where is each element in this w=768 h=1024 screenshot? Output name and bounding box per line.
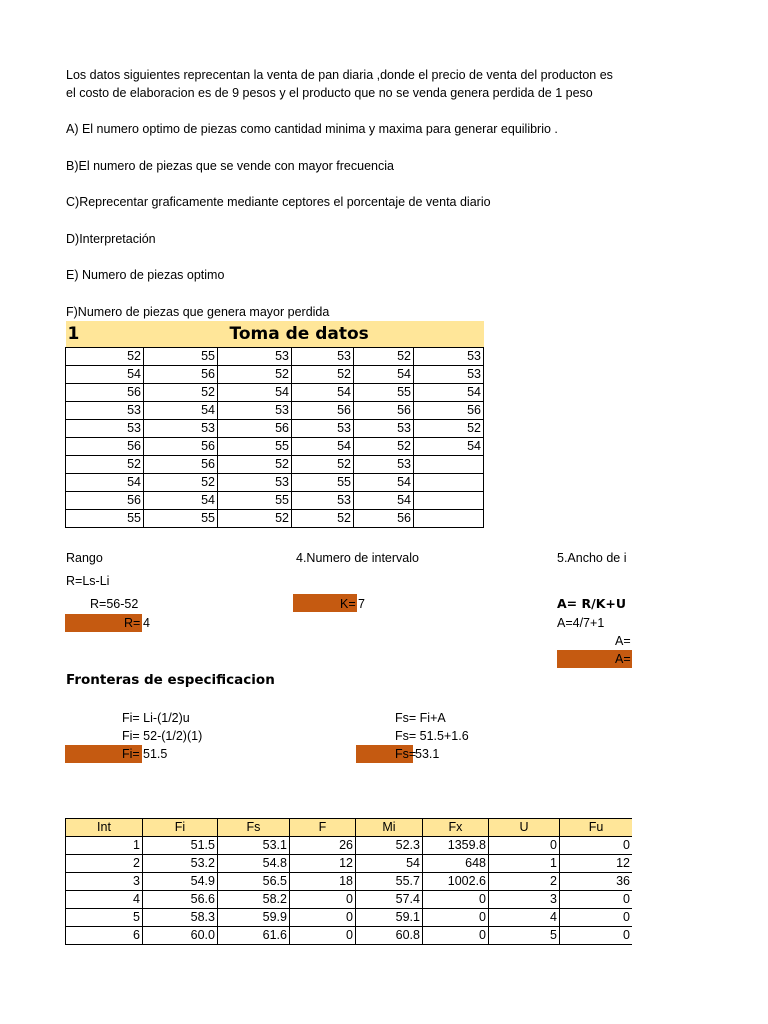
- table-row: [66, 855, 633, 873]
- column-header[interactable]: F: [290, 819, 356, 837]
- column-header[interactable]: U: [489, 819, 560, 837]
- frequency-table: [65, 818, 632, 945]
- fs-value: 53.1: [415, 747, 440, 761]
- table-cell[interactable]: 52: [218, 510, 292, 528]
- table-cell[interactable]: 56: [144, 366, 218, 384]
- raw-table-header: [66, 321, 484, 348]
- intervals-label: K=: [340, 597, 356, 611]
- table-cell[interactable]: 54: [414, 438, 484, 456]
- table-row: [66, 492, 484, 510]
- table-cell[interactable]: 52: [414, 420, 484, 438]
- table-cell[interactable]: 54: [66, 366, 144, 384]
- table-cell[interactable]: 53: [354, 456, 414, 474]
- question-f: F)Numero de piezas que genera mayor perdida: [66, 305, 330, 319]
- table-cell[interactable]: 0: [423, 909, 489, 927]
- table-cell[interactable]: 52: [66, 348, 144, 366]
- table-cell[interactable]: 52: [292, 510, 354, 528]
- width-calc: A=4/7+1: [557, 616, 605, 630]
- table-cell[interactable]: 1359.8: [423, 837, 489, 855]
- table-cell[interactable]: 0: [290, 891, 356, 909]
- column-header[interactable]: Fu: [560, 819, 633, 837]
- column-header[interactable]: Int: [66, 819, 143, 837]
- table-cell[interactable]: 52: [292, 456, 354, 474]
- width-heading: 5.Ancho de i: [557, 551, 627, 565]
- table-cell[interactable]: 54: [354, 474, 414, 492]
- range-calc: R=56-52: [90, 597, 139, 611]
- table-cell[interactable]: 54: [356, 855, 423, 873]
- table-cell[interactable]: 56.5: [218, 873, 290, 891]
- question-b: B)El numero de piezas que se vende con mayor frecuencia: [66, 159, 394, 173]
- intervals-value: 7: [358, 597, 365, 611]
- table-cell[interactable]: 0: [560, 909, 633, 927]
- table-cell[interactable]: 55: [354, 384, 414, 402]
- table-cell[interactable]: 5: [489, 927, 560, 945]
- width-line-4: A=: [615, 652, 631, 666]
- question-c: C)Reprecentar graficamente mediante ceptores el porcentaje de venta diario: [66, 195, 491, 209]
- table-cell[interactable]: 56: [144, 438, 218, 456]
- table-cell[interactable]: [414, 456, 484, 474]
- fs-calc: Fs= 51.5+1.6: [395, 729, 469, 743]
- raw-table-number: 1: [66, 321, 144, 348]
- table-cell[interactable]: 54.9: [143, 873, 218, 891]
- column-header[interactable]: Fx: [423, 819, 489, 837]
- frequency-table-header: [66, 819, 633, 837]
- column-header[interactable]: Mi: [356, 819, 423, 837]
- range-formula: R=Ls-Li: [66, 574, 110, 588]
- table-cell[interactable]: 53: [218, 474, 292, 492]
- intro-line-1: Los datos siguientes reprecentan la venta de pan diaria ,donde el precio de venta del producton es: [66, 68, 613, 82]
- table-row: [66, 510, 484, 528]
- table-cell[interactable]: 12: [560, 855, 633, 873]
- table-cell[interactable]: 56: [66, 384, 144, 402]
- table-cell[interactable]: 56: [354, 402, 414, 420]
- table-cell[interactable]: 52: [144, 474, 218, 492]
- table-cell[interactable]: 53: [218, 402, 292, 420]
- fi-calc: Fi= 52-(1/2)(1): [122, 729, 203, 743]
- table-cell[interactable]: 55: [144, 510, 218, 528]
- table-cell[interactable]: 0: [489, 837, 560, 855]
- table-row: [66, 837, 633, 855]
- table-cell[interactable]: 53: [66, 402, 144, 420]
- table-cell[interactable]: 56: [292, 402, 354, 420]
- table-row: [66, 420, 484, 438]
- fi-label: Fi=: [122, 747, 140, 761]
- table-cell[interactable]: 0: [560, 837, 633, 855]
- table-row: [66, 366, 484, 384]
- table-cell[interactable]: 53: [66, 420, 144, 438]
- table-cell[interactable]: 54: [292, 438, 354, 456]
- table-cell[interactable]: 648: [423, 855, 489, 873]
- raw-table-body: [66, 348, 484, 528]
- table-cell[interactable]: 4: [489, 909, 560, 927]
- table-cell[interactable]: 54: [144, 402, 218, 420]
- fs-formula: Fs= Fi+A: [395, 711, 446, 725]
- range-result-label: R=: [124, 616, 141, 630]
- table-cell[interactable]: 4: [66, 891, 143, 909]
- table-cell[interactable]: 0: [290, 909, 356, 927]
- question-d: D)Interpretación: [66, 232, 156, 246]
- table-cell[interactable]: 54: [414, 384, 484, 402]
- table-cell[interactable]: 1: [66, 837, 143, 855]
- table-cell[interactable]: 54: [292, 384, 354, 402]
- question-e: E) Numero de piezas optimo: [66, 268, 225, 282]
- table-row: [66, 456, 484, 474]
- table-cell[interactable]: 56: [66, 492, 144, 510]
- table-cell[interactable]: 53.2: [143, 855, 218, 873]
- table-cell[interactable]: 53.1: [218, 837, 290, 855]
- table-cell[interactable]: 26: [290, 837, 356, 855]
- table-cell[interactable]: 52: [218, 456, 292, 474]
- table-cell[interactable]: [414, 510, 484, 528]
- frequency-table-body: [66, 837, 633, 945]
- table-cell[interactable]: 18: [290, 873, 356, 891]
- intervals-heading: 4.Numero de intervalo: [296, 551, 419, 565]
- fs-label: Fs=: [395, 747, 417, 761]
- table-cell[interactable]: 54: [354, 492, 414, 510]
- table-cell[interactable]: 53: [292, 492, 354, 510]
- table-cell[interactable]: 54: [218, 384, 292, 402]
- table-cell[interactable]: 5: [66, 909, 143, 927]
- table-cell[interactable]: 57.4: [356, 891, 423, 909]
- table-cell[interactable]: 54.8: [218, 855, 290, 873]
- table-cell[interactable]: 53: [218, 348, 292, 366]
- question-a: A) El numero optimo de piezas como cantidad minima y maxima para generar equilibrio .: [66, 122, 558, 136]
- table-cell[interactable]: 52: [292, 366, 354, 384]
- column-header[interactable]: Fs: [218, 819, 290, 837]
- table-cell[interactable]: 61.6: [218, 927, 290, 945]
- table-row: [66, 909, 633, 927]
- table-cell[interactable]: 55: [218, 492, 292, 510]
- frontiers-heading: Fronteras de especificacion: [66, 672, 275, 688]
- table-cell[interactable]: 55: [66, 510, 144, 528]
- table-cell[interactable]: 0: [423, 891, 489, 909]
- table-cell[interactable]: 51.5: [143, 837, 218, 855]
- table-cell[interactable]: 1: [489, 855, 560, 873]
- table-row: [66, 348, 484, 366]
- table-cell[interactable]: 53: [354, 420, 414, 438]
- table-row: [66, 438, 484, 456]
- table-cell[interactable]: 52: [144, 384, 218, 402]
- range-heading: Rango: [66, 551, 103, 565]
- table-cell[interactable]: 54: [144, 492, 218, 510]
- table-cell[interactable]: 52: [354, 438, 414, 456]
- table-cell[interactable]: 54: [354, 366, 414, 384]
- table-cell[interactable]: 56: [66, 438, 144, 456]
- table-row: [66, 474, 484, 492]
- table-cell[interactable]: 53: [292, 420, 354, 438]
- table-cell[interactable]: [414, 474, 484, 492]
- raw-data-table: [65, 321, 484, 528]
- fi-formula: Fi= Li-(1/2)u: [122, 711, 190, 725]
- table-cell[interactable]: 55: [292, 474, 354, 492]
- table-cell[interactable]: 55.7: [356, 873, 423, 891]
- table-cell[interactable]: 56.6: [143, 891, 218, 909]
- table-row: [66, 873, 633, 891]
- table-cell[interactable]: 59.1: [356, 909, 423, 927]
- table-cell[interactable]: 36: [560, 873, 633, 891]
- table-cell[interactable]: 53: [144, 420, 218, 438]
- table-cell[interactable]: 0: [560, 891, 633, 909]
- table-cell[interactable]: 1002.6: [423, 873, 489, 891]
- table-cell[interactable]: 56: [414, 402, 484, 420]
- table-cell[interactable]: 52.3: [356, 837, 423, 855]
- table-cell[interactable]: 53: [414, 366, 484, 384]
- table-cell[interactable]: 2: [66, 855, 143, 873]
- table-cell[interactable]: 54: [66, 474, 144, 492]
- intro-line-2: el costo de elaboracion es de 9 pesos y el producto que no se venda genera perdida de 1 peso: [66, 86, 593, 100]
- table-cell[interactable]: 59.9: [218, 909, 290, 927]
- table-cell[interactable]: 52: [66, 456, 144, 474]
- column-header[interactable]: Fi: [143, 819, 218, 837]
- table-cell[interactable]: 53: [414, 348, 484, 366]
- table-cell[interactable]: 12: [290, 855, 356, 873]
- range-result-value: 4: [143, 616, 150, 630]
- table-cell[interactable]: 55: [218, 438, 292, 456]
- table-cell[interactable]: 58.2: [218, 891, 290, 909]
- fi-value: 51.5: [143, 747, 168, 761]
- table-cell[interactable]: 3: [66, 873, 143, 891]
- raw-table-title: Toma de datos: [218, 321, 484, 348]
- table-cell[interactable]: 52: [218, 366, 292, 384]
- table-cell[interactable]: 56: [354, 510, 414, 528]
- table-cell[interactable]: 55: [144, 348, 218, 366]
- table-cell[interactable]: 56: [218, 420, 292, 438]
- table-cell[interactable]: 6: [66, 927, 143, 945]
- table-cell[interactable]: 52: [354, 348, 414, 366]
- table-row: [66, 891, 633, 909]
- table-cell[interactable]: 0: [290, 927, 356, 945]
- table-cell[interactable]: 0: [423, 927, 489, 945]
- table-cell[interactable]: 53: [292, 348, 354, 366]
- table-row: [66, 927, 633, 945]
- table-cell[interactable]: 58.3: [143, 909, 218, 927]
- table-cell[interactable]: 0: [560, 927, 633, 945]
- table-cell[interactable]: 60.8: [356, 927, 423, 945]
- width-line-3: A=: [615, 634, 631, 648]
- table-row: [66, 384, 484, 402]
- table-cell[interactable]: 56: [144, 456, 218, 474]
- width-formula: A= R/K+U: [557, 596, 627, 611]
- table-cell[interactable]: 2: [489, 873, 560, 891]
- table-row: [66, 402, 484, 420]
- table-cell[interactable]: 60.0: [143, 927, 218, 945]
- table-cell[interactable]: [414, 492, 484, 510]
- table-cell[interactable]: 3: [489, 891, 560, 909]
